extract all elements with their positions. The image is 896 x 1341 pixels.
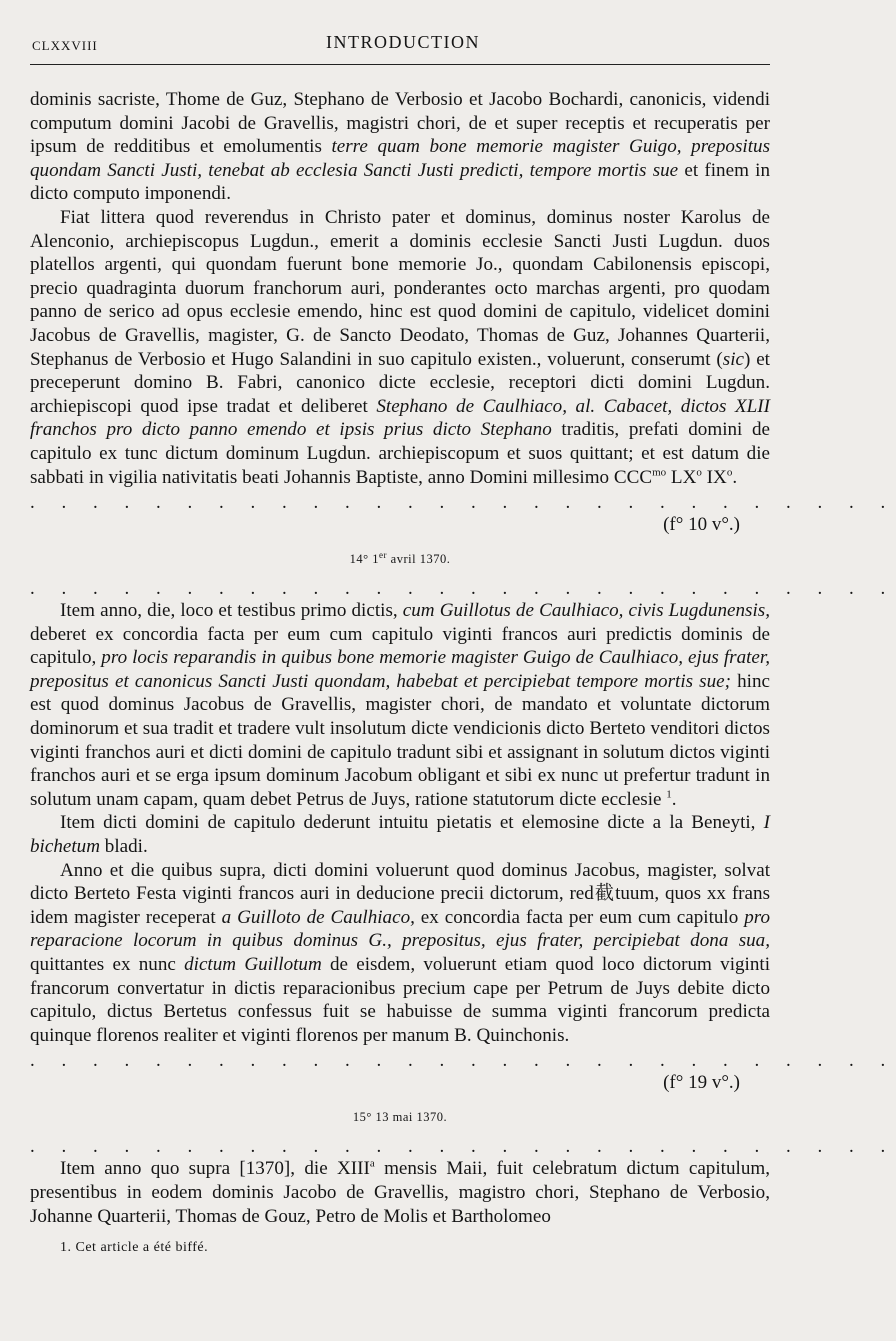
page-header <box>32 28 774 58</box>
ellipsis-line: . . . . . . . . . . . . . . . . . . . . . . . . . . . . <box>30 492 896 514</box>
footnote: 1. Cet article a été biffé. <box>60 1240 209 1255</box>
paragraph: Anno et die quibus supra, dicti domini voluerunt quod dominus Jacobus, magister, solvat dicto Berteto Festa viginti francos auri in deducione precii dictorum, red截tuum, quos xx frans idem magister receperat a Guilloto de Caulhiaco, ex concordia facta per eum cum capitulo pro reparacione locorum in quibus dominus G., prepositus, ejus frater, percipiebat dona sua, quittantes ex nunc dictum Guillotum de eisdem, voluerunt etiam quod loco dictorum viginti francorum convertatur in dictis reparacionibus precium cape per Petrum de Juys debite dicto capitulo, dictus Bertetus confessus fuit se habuisse de summa viginti francorum predicta quinque florenos realiter et viginti florenos per manum B. Quinchonis. <box>30 859 771 1046</box>
ellipsis-line: . . . . . . . . . . . . . . . . . . . . . . . . . . . . <box>30 578 896 600</box>
page-number: CLXXVIII <box>32 38 98 53</box>
paragraph: Fiat littera quod reverendus in Christo pater et dominus, dominus noster Karolus de Alenconio, archiepiscopus Lugdun., emerit a dominis ecclesie Sancti Justi Lugdun. duos platellos argenti, qui quondam fuerunt bone memorie Jo., quondam Cabilonensis episcopi, precio quadraginta duorum franchorum auri, ponderantes octo marchas argenti, pro quodam panno de serico ad opus ecclesie emendo, hinc est quod domini de capitulo, videlicet domini Jacobus de Gravellis, magister, G. de Sancto Deodato, Thomas de Guz, Johannes Quarterii, Stephanus de Verbosio et Hugo Salandini in suo capitulo existen., voluerunt, conserumt (sic) et preceperunt domino B. Fabri, canonico dicte ecclesie, receptori dicti domini Lugdun. archiepiscopi quod ipse tradat et deliberet Stephano de Caulhiaco, al. Cabacet, dictos XLII franchos pro dicto panno emendo et ipsis prius dicto Stephano traditis, prefati domini de capitulo ex tunc dictum dominum Lugdun. archiepiscopum et suos quittant; et est datum die sabbati in vigilia nativitatis beati Johannis Baptiste, anno Domini millesimo $CCC^{mo}$ $LX^o$ $IX^o$. <box>30 206 770 488</box>
ellipsis-line: . . . . . . . . . . . . . . . . . . . . . . . . . . . . <box>30 1050 896 1072</box>
ellipsis-line: . . . . . . . . . . . . . . . . . . . . . . . . . . . . <box>30 1136 896 1158</box>
folio-reference: (f° 10 v°.) <box>663 514 740 536</box>
folio-reference: (f° 19 v°.) <box>663 1072 740 1094</box>
paragraph: Item anno, die, loco et testibus primo dictis, cum Guillotus de Caulhiaco, civis Lugdunensis, deberet ex concordia facta per eum cum capitulo viginti francos auri predictis dominis de capitulo, pro locis reparandis in quibus bone memorie magister Guigo de Caulhiaco, ejus frater, prepositus et canonicus Sancti Justi quondam, habebat et percipiebat tempore mortis sue; hinc est quod dominus Jacobus de Gravellis, magister chori, de mandato et voluntate dictorum dominorum et sua tradit et tradere vult insolutum dicte vendicionis dicto Berteto venditori dictos viginti franchos auri et dicti domini de capitulo tradunt sibi et assignant in solutum dictos viginti franchos auri et se erga ipsum dominum Jacobum obligant et sibi ex nunc ut prefertur tradunt in solutum unam capam, quam debet Petrus de Juys, ratione statutorum dicte ecclesie $^1$. <box>30 600 770 810</box>
running-title: INTRODUCTION <box>326 32 480 52</box>
paragraph: Item anno quo supra [1370], die XIII$^a$ mensis Maii, fuit celebratum dictum capitulum, presentibus in eodem dominis Jacobo de Gravellis, magistro chori, Stephano de Verbosio, Johanne Quarterii, Thomas de Gouz, Petro de Molis et Bartholomeo <box>30 1158 770 1227</box>
entry-date: 14° 1er avril 1370. <box>349 549 451 567</box>
header-rule <box>30 64 770 65</box>
paragraph: Item dicti domini de capitulo dederunt intuitu pietatis et elemosine dicte a la Beneyti, I bichetum bladi. <box>30 812 770 858</box>
entry-date: 15° 13 mai 1370. <box>352 1110 448 1125</box>
footnote-marker: 1 <box>666 788 672 801</box>
page-body <box>30 88 896 1228</box>
paragraph: dominis sacriste, Thome de Guz, Stephano de Verbosio et Jacobo Bochardi, canonicis, videndi computum domini Jacobi de Gravellis, magistri chori, de et super receptis et recuperatis per ipsum de redditibus et emolumentis terre quam bone memorie magister Guigo, prepositus quondam Sancti Justi, tenebat ab ecclesia Sancti Justi predicti, tempore mortis sue et finem in dicto computo imponendi. <box>30 89 770 205</box>
